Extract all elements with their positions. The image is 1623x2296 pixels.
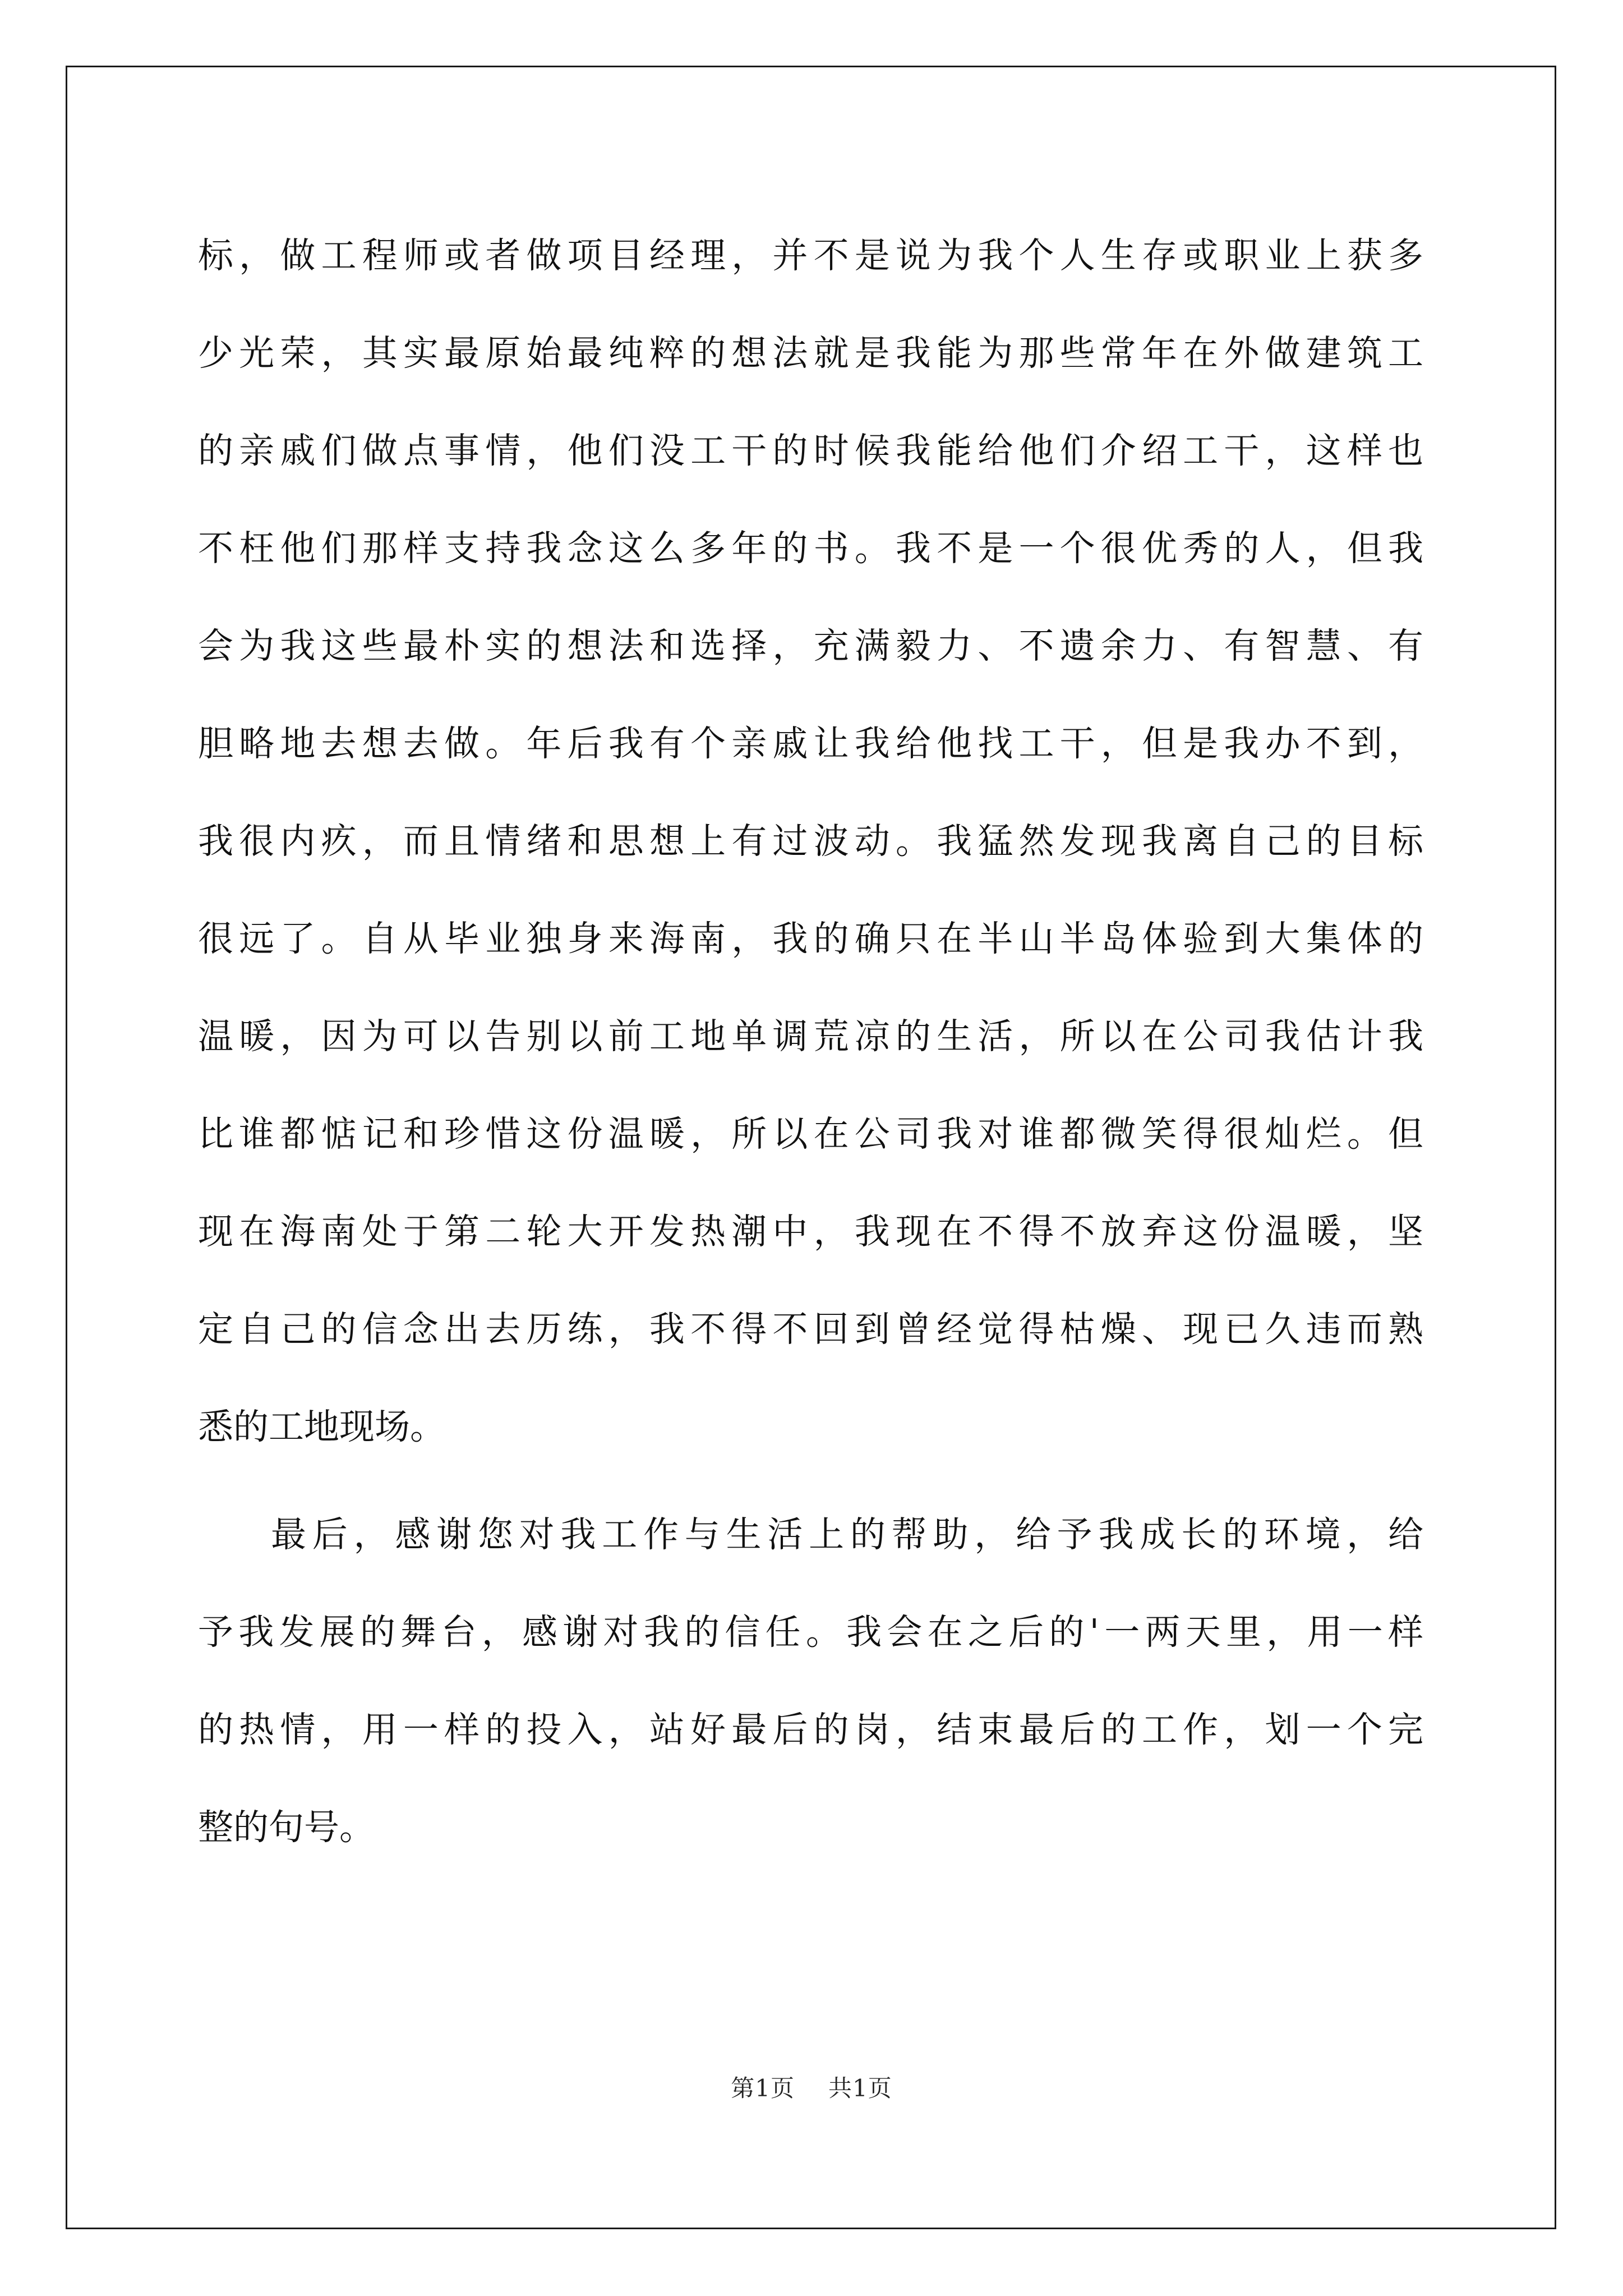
text-line: 很远了。自从毕业独身来海南，我的确只在半山半岛体验到大集体的 xyxy=(198,918,1423,959)
text-line: 我很内疚，而且情绪和思想上有过波动。我猛然发现我离自己的目标 xyxy=(198,821,1423,862)
text-line: 最后，感谢您对我工作与生活上的帮助，给予我成长的环境，给 xyxy=(271,1514,1423,1555)
text-line: 的亲戚们做点事情，他们没工干的时候我能给他们介绍工干，这样也 xyxy=(198,430,1423,471)
text-line: 定自己的信念出去历练，我不得不回到曾经觉得枯燥、现已久违而熟 xyxy=(198,1309,1423,1350)
letter-body xyxy=(198,213,1423,1883)
paragraph-2 xyxy=(198,1492,1423,1883)
text-line: 的热情，用一样的投入，站好最后的岗，结束最后的工作，划一个完 xyxy=(198,1709,1423,1750)
paragraph-gap xyxy=(198,1482,1423,1492)
page-number-current: 第1页 xyxy=(731,2074,795,2102)
text-line: 悉的工地现场。 xyxy=(198,1406,445,1447)
page-footer xyxy=(0,2070,1623,2104)
text-line: 比谁都惦记和珍惜这份温暖，所以在公司我对谁都微笑得很灿烂。但 xyxy=(198,1114,1423,1154)
text-line: 少光荣，其实最原始最纯粹的想法就是我能为那些常年在外做建筑工 xyxy=(198,333,1423,374)
paragraph-1 xyxy=(198,213,1423,1482)
text-line: 温暖，因为可以告别以前工地单调荒凉的生活，所以在公司我估计我 xyxy=(198,1016,1423,1057)
text-line: 标，做工程师或者做项目经理，并不是说为我个人生存或职业上获多 xyxy=(198,235,1423,276)
text-line: 整的句号。 xyxy=(198,1807,375,1848)
text-line: 不枉他们那样支持我念这么多年的书。我不是一个很优秀的人，但我 xyxy=(198,528,1423,569)
text-line: 会为我这些最朴实的想法和选择，充满毅力、不遗余力、有智慧、有 xyxy=(198,625,1423,666)
text-line: 胆略地去想去做。年后我有个亲戚让我给他找工干，但是我办不到， xyxy=(198,723,1423,764)
page-number-total: 共1页 xyxy=(828,2074,892,2102)
text-line: 现在海南处于第二轮大开发热潮中，我现在不得不放弃这份温暖，坚 xyxy=(198,1211,1423,1252)
text-line: 予我发展的舞台，感谢对我的信任。我会在之后的'一两天里，用一样 xyxy=(198,1612,1423,1653)
